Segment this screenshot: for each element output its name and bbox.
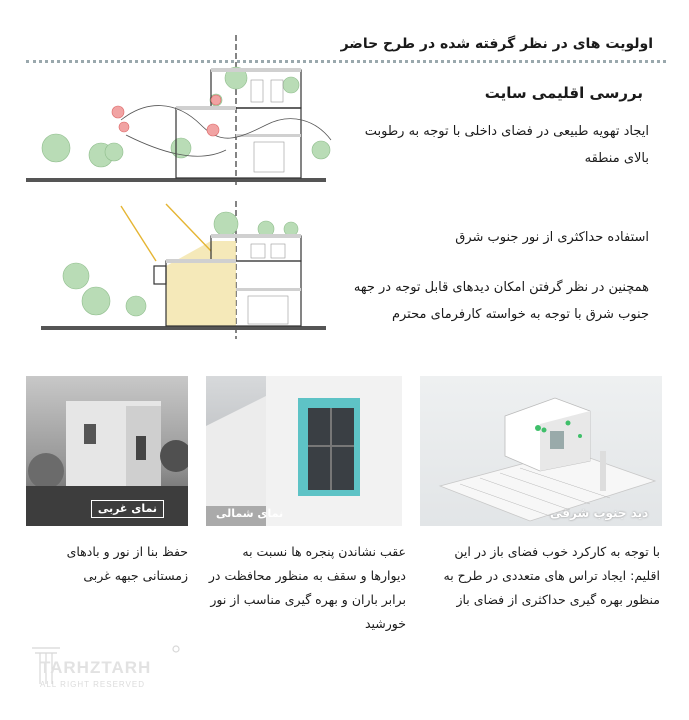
north-description: عقب نشاندن پنجره ها نسبت به دیوارها و سقف به منظور محافظت در برابر باران و بهره گیری مناسب از نور خورشید <box>208 544 406 631</box>
sunlight-text: استفاده حداکثری از نور جنوب شرق <box>455 230 649 245</box>
logo-rights: ALL RIGHT RESERVED <box>40 680 145 689</box>
west-caption: نمای غربی <box>91 500 164 518</box>
west-description: حفظ بنا از نور و بادهای زمستانی جبهه غربی <box>66 544 188 583</box>
southeast-description: با توجه به کارکرد خوب فضای باز در این اقلیم: ایجاد تراس های متعددی در طرح به منظور بهره گیری حداکثری از فضای باز <box>443 544 660 607</box>
southeast-view-photo <box>420 376 662 526</box>
ventilation-section-drawing <box>26 30 346 190</box>
page-title: اولویت های در نظر گرفته شده در طرح حاضر <box>340 36 653 52</box>
views-text: همچنین در نظر گرفتن امکان دیدهای قابل توجه در جهه جنوب شرق با توجه به خواسته کارفرمای محترم <box>353 280 649 322</box>
sunlight-section-drawing <box>26 196 346 341</box>
ventilation-text: ایجاد تهویه طبیعی در فضای داخلی با توجه به رطوبت بالای منطقه <box>364 124 649 166</box>
north-elevation-photo <box>206 376 402 526</box>
north-caption: نمای شمالی <box>216 507 284 520</box>
logo-name: TARHZTARH <box>40 658 152 677</box>
southeast-caption: دید جنوب شرقی <box>550 506 649 520</box>
west-elevation-photo <box>26 376 188 526</box>
climate-subtitle: بررسی اقلیمی سایت <box>484 84 643 102</box>
